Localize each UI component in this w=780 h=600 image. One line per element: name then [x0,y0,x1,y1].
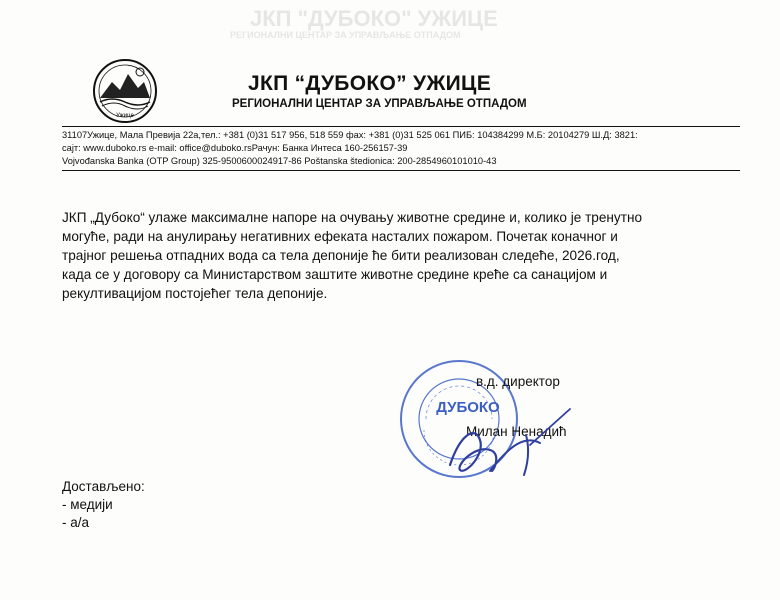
statement-line: ЈКП „Дубоко“ улаже максималне напоре на очувању животне средине и, колико је тренутно [62,210,643,225]
bleed-through-header: ЈКП "ДУБОКО" УЖИЦЕ [250,6,498,31]
statement-paragraph [62,208,686,303]
delivery-item: - медији [62,497,113,512]
header-rule-top [62,126,740,127]
organization-subtitle: РЕГИОНАЛНИ ЦЕНТАР ЗА УПРАВЉАЊЕ ОТПАДОМ [232,98,527,110]
signatory-name: Милан Ненадић [466,424,567,439]
delivery-item: - а/а [62,515,90,530]
organization-name: ЈКП “ДУБОКО” УЖИЦЕ [248,72,492,95]
stamp-label: ДУБОКО [436,399,500,416]
contact-line-address: 31107Ужице, Мала Превија 22а,тел.: +381 (0)31 517 956, 518 559 фах: +381 (0)31 525 061 ПИБ: 104384299 М.Б: 20104279 Ш.Д: 3821: [62,130,638,140]
statement-line: рекултивацијом постојећег тела депоније. [62,286,328,301]
signatory-role: в.д. директор [476,374,560,389]
contact-line-banks: Vojvođanska Banka (OTP Group) 325-9500600024917-86 Poštanska štedionica: 200-2854960101010-43 [62,156,497,166]
delivery-heading: Достављено: [62,479,145,494]
logo-caption: Ужице [116,113,134,119]
bleed-through-line: РЕГИОНАЛНИ ЦЕНТАР ЗА УПРАВЉАЊЕ ОТПАДОМ [230,30,461,40]
delivery-list [62,478,145,532]
statement-line: могуће, ради на анулирању негативних ефеката насталих пожаром. Почетак коначног и [62,229,618,244]
contact-line-web: сајт: www.duboko.rs e-mail: office@duboko.rsРачун: Банка Интеса 160-256157-39 [62,143,408,153]
company-logo [92,58,158,124]
statement-line: трајног решења отпадних вода са тела депоније ће бити реализован следеће, 2026.год, [62,248,620,263]
header-rule-bottom [62,170,740,171]
handwritten-signature [430,405,580,485]
statement-line: када се у договору са Министарством заштите животне средине креће са санацијом и [62,267,608,282]
